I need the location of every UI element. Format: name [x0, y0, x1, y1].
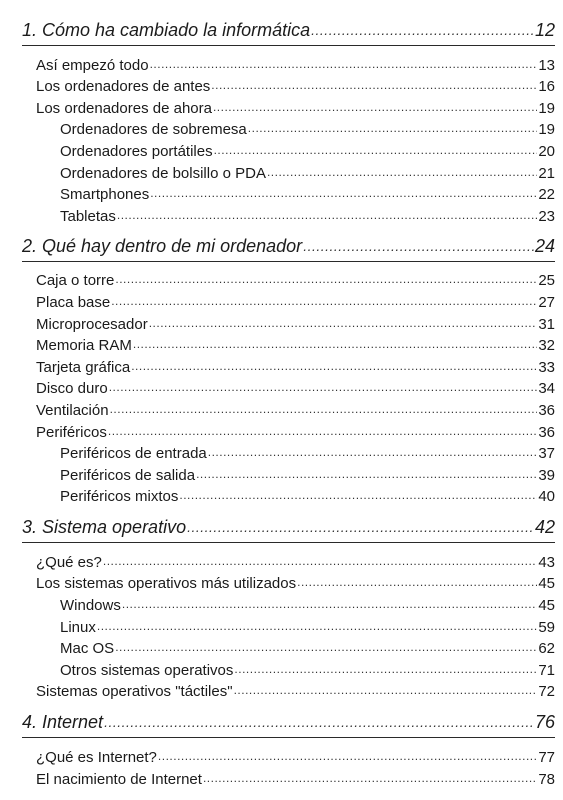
dot-leader: [117, 207, 537, 222]
entry-page-number: 37: [538, 445, 555, 463]
entry-title: Periféricos de entrada: [60, 445, 207, 463]
entry-title: Periféricos mixtos: [60, 488, 179, 506]
toc-entry: [22, 95, 555, 117]
toc-subentry: [22, 138, 555, 160]
dot-leader: [208, 444, 538, 459]
entry-page-number: 45: [538, 575, 555, 593]
toc-entry: [22, 549, 555, 571]
entry-title: Sistemas operativos "táctiles": [36, 683, 233, 701]
entry-page-number: 25: [538, 272, 555, 290]
dot-leader: [187, 517, 534, 535]
dot-leader: [211, 77, 537, 92]
entry-page-number: 77: [538, 749, 555, 767]
entry-title: Linux: [60, 618, 96, 636]
dot-leader: [248, 120, 538, 135]
chapter-divider: [22, 542, 555, 543]
toc-entry: [22, 397, 555, 419]
chapter-title: 1. Cómo ha cambiado la informática: [22, 20, 311, 40]
chapter-2: [22, 230, 555, 506]
entry-title: Ordenadores portátiles: [60, 142, 213, 160]
chapter-divider: [22, 45, 555, 46]
toc-subentry: [22, 636, 555, 658]
dot-leader: [150, 185, 537, 200]
entry-title: Los sistemas operativos más utilizados: [36, 575, 297, 593]
dot-leader: [158, 748, 537, 763]
toc-entry: [22, 52, 555, 74]
chapter-heading: [22, 706, 555, 733]
toc-subentry: [22, 203, 555, 225]
dot-leader: [115, 271, 537, 286]
entry-title: Placa base: [36, 293, 111, 311]
entry-title: ¿Qué es?: [36, 553, 102, 571]
dot-leader: [103, 553, 537, 568]
toc-entry: [22, 268, 555, 290]
dot-leader: [267, 164, 537, 179]
chapter-heading: [22, 230, 555, 257]
entry-title: Smartphones: [60, 186, 150, 204]
entry-title: ¿Qué es Internet?: [36, 749, 157, 767]
toc-entry: [22, 311, 555, 333]
entry-title: Ordenadores de bolsillo o PDA: [60, 164, 266, 182]
chapter-heading: [22, 14, 555, 41]
dot-leader: [150, 56, 538, 71]
entry-title: Ventilación: [36, 401, 109, 419]
entry-page-number: 39: [538, 466, 555, 484]
entry-title: El nacimiento de Internet: [36, 770, 202, 788]
dot-leader: [115, 639, 537, 654]
entry-page-number: 72: [538, 683, 555, 701]
dot-leader: [234, 682, 538, 697]
toc-entry: [22, 679, 555, 701]
entry-page-number: 45: [538, 597, 555, 615]
entry-page-number: 62: [538, 640, 555, 658]
entry-page-number: 59: [538, 618, 555, 636]
entry-page-number: 34: [538, 380, 555, 398]
dot-leader: [149, 315, 538, 330]
table-of-contents: [22, 14, 555, 788]
toc-entry: [22, 766, 555, 788]
entry-page-number: 23: [538, 207, 555, 225]
toc-subentry: [22, 657, 555, 679]
entry-page-number: 13: [538, 56, 555, 74]
chapter-page-number: 76: [534, 712, 555, 733]
entry-page-number: 40: [538, 488, 555, 506]
toc-subentry: [22, 484, 555, 506]
toc-subentry: [22, 182, 555, 204]
dot-leader: [97, 618, 537, 633]
entry-page-number: 36: [538, 401, 555, 419]
toc-subentry: [22, 462, 555, 484]
chapter-title: 2. Qué hay dentro de mi ordenador: [22, 235, 303, 256]
chapter-1: [22, 14, 555, 225]
dot-leader: [214, 142, 538, 157]
dot-leader: [108, 423, 537, 438]
dot-leader: [196, 466, 537, 481]
chapter-title: 4. Internet: [22, 712, 104, 733]
entry-page-number: 33: [538, 358, 555, 376]
toc-subentry: [22, 160, 555, 182]
entry-page-number: 22: [538, 186, 555, 204]
entry-page-number: 71: [538, 661, 555, 679]
chapter-title: 3. Sistema operativo: [22, 517, 187, 538]
entry-title: Caja o torre: [36, 272, 115, 290]
toc-entry: [22, 376, 555, 398]
dot-leader: [110, 401, 538, 416]
entry-page-number: 36: [538, 423, 555, 441]
chapter-3: [22, 511, 555, 700]
entry-title: Ordenadores de sobremesa: [60, 121, 247, 139]
chapter-page-number: 24: [534, 235, 555, 256]
dot-leader: [111, 293, 537, 308]
dot-leader: [303, 236, 534, 254]
dot-leader: [213, 99, 537, 114]
dot-leader: [297, 574, 537, 589]
entry-page-number: 16: [538, 78, 555, 96]
dot-leader: [179, 487, 537, 502]
toc-entry: [22, 289, 555, 311]
entry-page-number: 27: [538, 293, 555, 311]
toc-subentry: [22, 117, 555, 139]
entry-title: Otros sistemas operativos: [60, 661, 234, 679]
toc-subentry: [22, 441, 555, 463]
toc-entry: [22, 571, 555, 593]
dot-leader: [311, 20, 534, 38]
dot-leader: [109, 379, 538, 394]
entry-title: Los ordenadores de ahora: [36, 99, 212, 117]
entry-page-number: 21: [538, 164, 555, 182]
dot-leader: [234, 661, 537, 676]
dot-leader: [104, 712, 534, 730]
toc-entry: [22, 419, 555, 441]
entry-title: Windows: [60, 597, 121, 615]
entry-title: Así empezó todo: [36, 56, 149, 74]
chapter-heading: [22, 511, 555, 538]
chapter-page-number: 12: [534, 20, 555, 40]
entry-title: Microprocesador: [36, 315, 148, 333]
entry-title: Tarjeta gráfica: [36, 358, 131, 376]
toc-entry: [22, 333, 555, 355]
entry-page-number: 32: [538, 337, 555, 355]
entry-title: Disco duro: [36, 380, 108, 398]
entry-page-number: 20: [538, 142, 555, 160]
toc-entry: [22, 74, 555, 96]
entry-page-number: 78: [538, 770, 555, 788]
chapter-divider: [22, 737, 555, 738]
chapter-4: [22, 706, 555, 787]
dot-leader: [131, 358, 537, 373]
entry-page-number: 19: [538, 121, 555, 139]
chapter-page-number: 42: [534, 517, 555, 538]
entry-title: Periféricos: [36, 423, 107, 441]
entry-page-number: 43: [538, 553, 555, 571]
toc-entry: [22, 354, 555, 376]
dot-leader: [203, 770, 537, 785]
entry-page-number: 31: [538, 315, 555, 333]
entry-title: Periféricos de salida: [60, 466, 196, 484]
dot-leader: [133, 336, 537, 351]
toc-entry: [22, 744, 555, 766]
entry-title: Los ordenadores de antes: [36, 78, 211, 96]
entry-page-number: 19: [538, 99, 555, 117]
entry-title: Tabletas: [60, 207, 116, 225]
entry-title: Memoria RAM: [36, 337, 132, 355]
entry-title: Mac OS: [60, 640, 115, 658]
toc-subentry: [22, 614, 555, 636]
chapter-divider: [22, 261, 555, 262]
dot-leader: [122, 596, 537, 611]
toc-subentry: [22, 592, 555, 614]
